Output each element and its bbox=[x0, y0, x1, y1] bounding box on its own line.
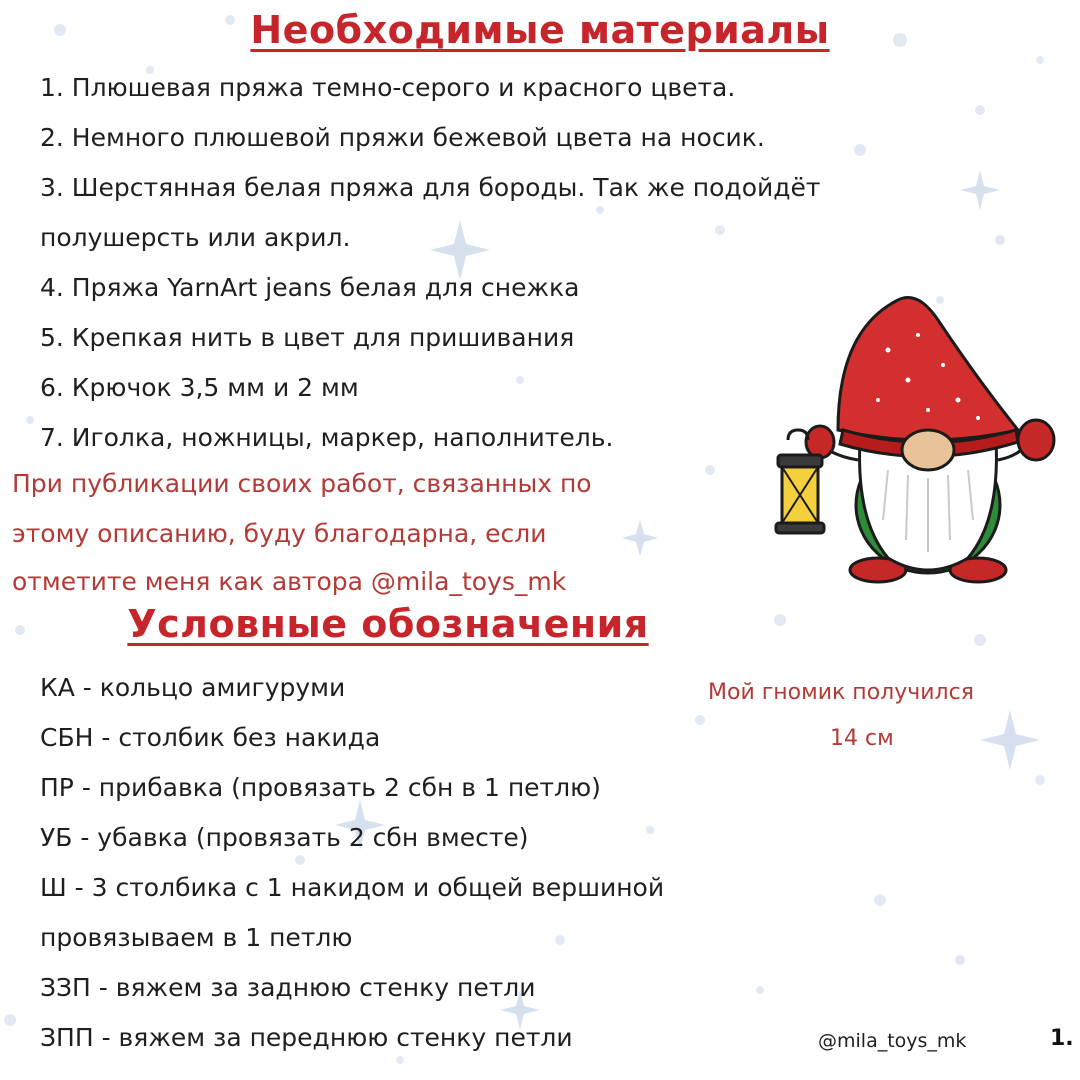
material-item-5: 5. Крепкая нить в цвет для пришивания bbox=[40, 323, 575, 352]
material-item-3-cont: полушерсть или акрил. bbox=[40, 223, 351, 252]
legend-item-sh: Ш - 3 столбика с 1 накидом и общей вершиной bbox=[40, 873, 665, 902]
notice-line-1: При публикации своих работ, связанных по bbox=[12, 469, 592, 498]
page-number: 1. bbox=[1050, 1026, 1074, 1051]
size-note-line-1: Мой гномик получился bbox=[708, 680, 974, 705]
material-item-3: 3. Шерстянная белая пряжа для бороды. Так же подойдёт bbox=[40, 173, 821, 202]
material-item-6: 6. Крючок 3,5 мм и 2 мм bbox=[40, 373, 359, 402]
gnome-illustration bbox=[768, 290, 1068, 590]
legend-title: Условные обозначения bbox=[127, 602, 649, 646]
size-note-line-2: 14 см bbox=[830, 726, 894, 751]
material-item-2: 2. Немного плюшевой пряжи бежевой цвета на носик. bbox=[40, 123, 765, 152]
legend-item-pr: ПР - прибавка (провязать 2 сбн в 1 петлю) bbox=[40, 773, 601, 802]
materials-title: Необходимые материалы bbox=[250, 8, 830, 52]
legend-item-zzp: ЗЗП - вяжем за заднюю стенку петли bbox=[40, 973, 536, 1002]
legend-item-sh-cont: провязываем в 1 петлю bbox=[40, 923, 353, 952]
legend-item-zpp: ЗПП - вяжем за переднюю стенку петли bbox=[40, 1023, 573, 1052]
legend-item-ka: КА - кольцо амигуруми bbox=[40, 673, 346, 702]
footer-handle: @mila_toys_mk bbox=[818, 1030, 967, 1052]
legend-item-sbn: СБН - столбик без накида bbox=[40, 723, 381, 752]
notice-line-2: этому описанию, буду благодарна, если bbox=[12, 519, 547, 548]
material-item-4: 4. Пряжа YarnArt jeans белая для снежка bbox=[40, 273, 580, 302]
material-item-7: 7. Иголка, ножницы, маркер, наполнитель. bbox=[40, 423, 614, 452]
legend-item-ub: УБ - убавка (провязать 2 сбн вместе) bbox=[40, 823, 529, 852]
material-item-1: 1. Плюшевая пряжа темно-серого и красного цвета. bbox=[40, 73, 736, 102]
notice-line-3: отметите меня как автора @mila_toys_mk bbox=[12, 567, 567, 596]
